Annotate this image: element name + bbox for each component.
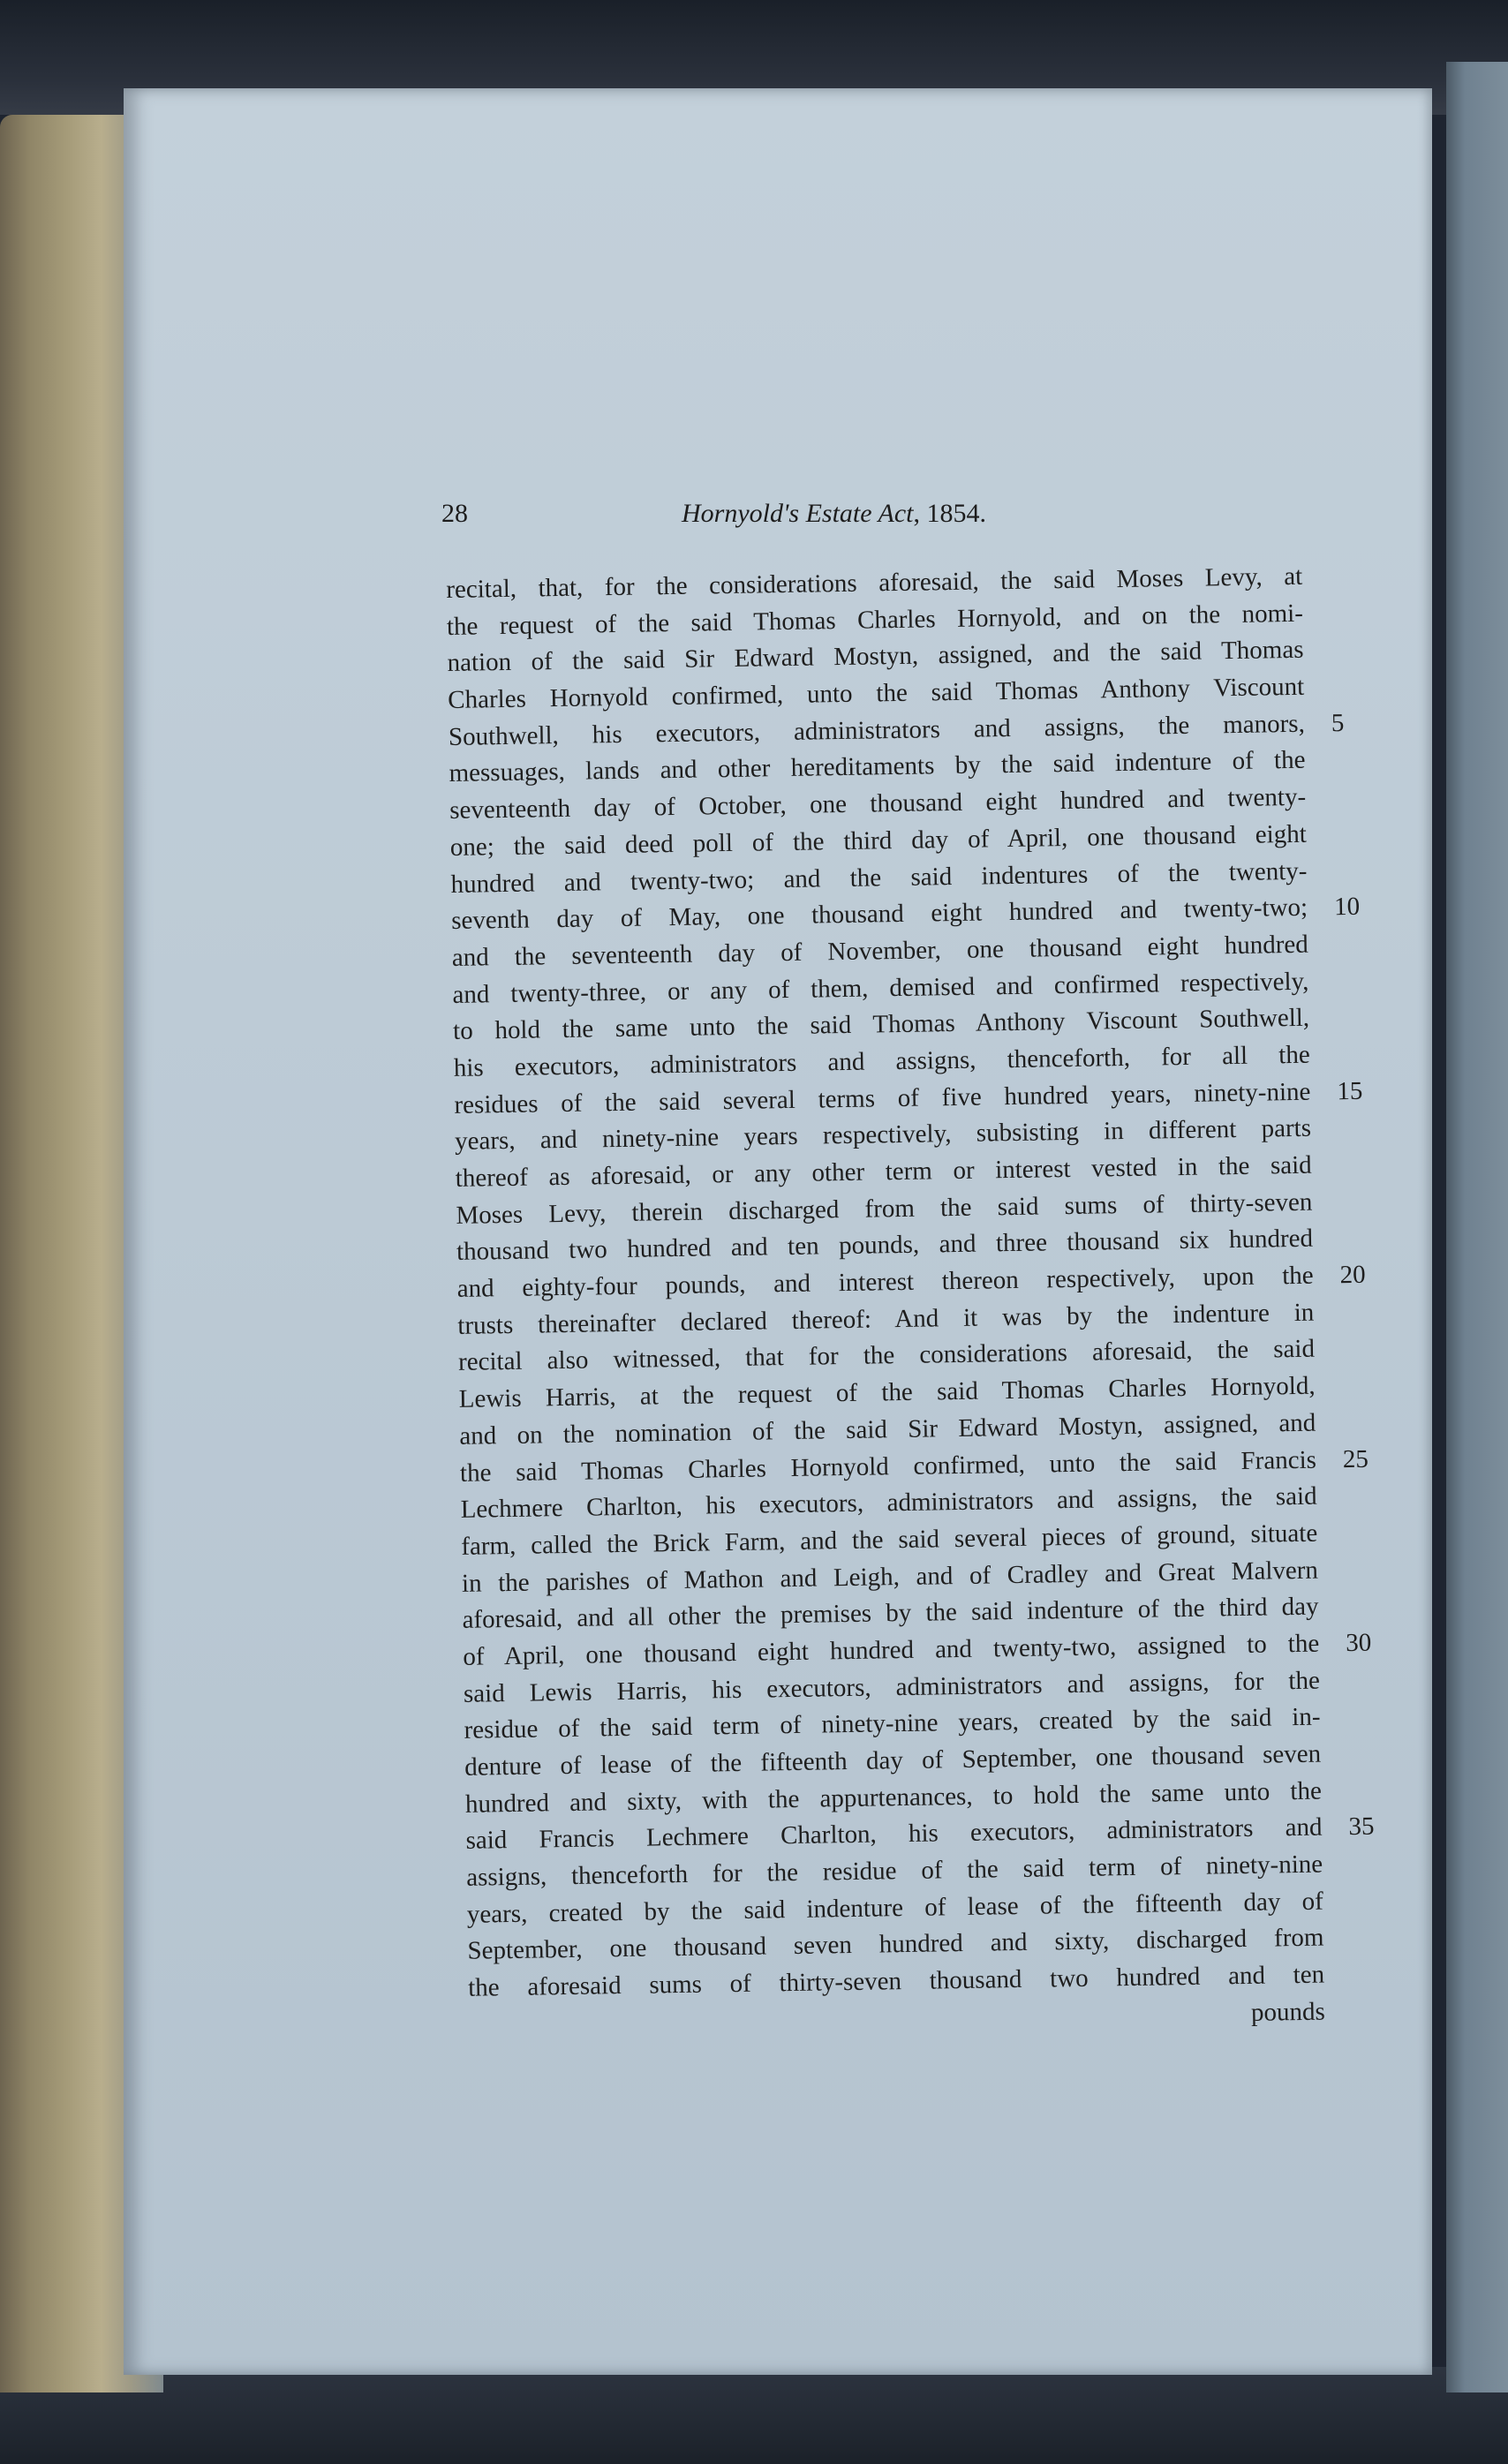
- running-title-italic: Hornyold's Estate Act: [682, 499, 914, 528]
- line-text: the request of the said Thomas Charles Hornyold, and on the nomi-: [446, 599, 1304, 641]
- line-text: seventeenth day of October, one thousand eight hundred and twenty-: [449, 782, 1307, 825]
- line-text: pounds: [1250, 1997, 1325, 2027]
- line-text: and the seventeenth day of November, one thousand eight hundred: [451, 930, 1308, 972]
- line-text: Lewis Harris, at the request of the said Thomas Charles Hornyold,: [458, 1371, 1316, 1414]
- line-number: 30: [1345, 1628, 1372, 1658]
- line-text: aforesaid, and all other the premises by the said indenture of the third day: [462, 1592, 1319, 1635]
- line-text: denture of lease of the fifteenth day of September, one thousand seven: [464, 1739, 1322, 1782]
- line-text: messuages, lands and other hereditaments by the said indenture of the: [449, 746, 1306, 788]
- line-number: 10: [1333, 892, 1361, 922]
- line-number: 35: [1348, 1812, 1375, 1842]
- line-text: assigns, thenceforth for the residue of the said term of ninety-nine: [465, 1850, 1323, 1892]
- line-number: 25: [1342, 1444, 1369, 1473]
- line-text: trusts thereinafter declared thereof: And it was by the indenture in: [457, 1298, 1315, 1340]
- line-text: hundred and sixty, with the appurtenances, to hold the same unto the: [464, 1776, 1323, 1819]
- line-text: years, created by the said indenture of lease of the fifteenth day of: [466, 1887, 1324, 1929]
- body-text: [446, 559, 1375, 2045]
- line-text: recital also witnessed, that for the considerations aforesaid, the said: [457, 1335, 1316, 1377]
- line-text: the said Thomas Charles Hornyold confirmed, unto the said Francis: [459, 1445, 1317, 1488]
- line-text: Southwell, his executors, administrators and assigns, the manors,: [448, 709, 1306, 751]
- line-text: Moses Levy, therein discharged from the said sums of thirty-seven: [456, 1187, 1313, 1230]
- line-text: and twenty-three, or any of them, demised and confirmed respectively,: [452, 967, 1309, 1009]
- line-text: seventh day of May, one thousand eight hundred and twenty-two;: [450, 893, 1308, 936]
- line-text: said Lewis Harris, his executors, administrators and assigns, for the: [463, 1666, 1321, 1708]
- line-text: and eighty-four pounds, and interest thereon respectively, upon the: [456, 1261, 1314, 1303]
- running-title-year: , 1854.: [913, 499, 986, 528]
- line-text: in the parishes of Mathon and Leigh, and of Cradley and Great Malvern: [461, 1556, 1319, 1598]
- line-text: residues of the said several terms of five hundred years, ninety-nine: [454, 1077, 1311, 1119]
- line-text: September, one thousand seven hundred and sixty, discharged from: [467, 1924, 1324, 1966]
- line-text: said Francis Lechmere Charlton, his executors, administrators and: [465, 1812, 1323, 1856]
- line-text: nation of the said Sir Edward Mostyn, assigned, and the said Thomas: [447, 636, 1304, 678]
- line-text: farm, called the Brick Farm, and the said several pieces of ground, situate: [461, 1518, 1318, 1561]
- running-title: [682, 499, 986, 529]
- line-text: the aforesaid sums of thirty-seven thousand two hundred and ten: [467, 1960, 1325, 2002]
- line-text: hundred and twenty-two; and the said indentures of the twenty-: [450, 856, 1308, 899]
- line-number: 5: [1331, 708, 1345, 738]
- line-text: of April, one thousand eight hundred and twenty-two, assigned to the: [463, 1629, 1320, 1671]
- line-text: and on the nomination of the said Sir Edward Mostyn, assigned, and: [459, 1408, 1316, 1451]
- book-cover-bottom: [0, 2367, 1508, 2464]
- line-number: 15: [1337, 1076, 1363, 1105]
- line-text: thousand two hundred and ten pounds, and three thousand six hundred: [456, 1224, 1314, 1267]
- adjacent-page-edge: [1446, 62, 1508, 2392]
- line-text: Charles Hornyold confirmed, unto the said Thomas Anthony Viscount: [448, 672, 1305, 715]
- line-text: one; the said deed poll of the third day of April, one thousand eight: [449, 819, 1308, 862]
- line-text: residue of the said term of ninety-nine years, created by the said in-: [464, 1702, 1321, 1745]
- line-text: Lechmere Charlton, his executors, administrators and assigns, the said: [460, 1481, 1317, 1525]
- line-number: 20: [1339, 1260, 1366, 1290]
- line-text: his executors, administrators and assigns, thenceforth, for all the: [453, 1040, 1310, 1082]
- line-text: years, and ninety-nine years respectively, subsisting in different parts: [454, 1113, 1312, 1157]
- line-text: recital, that, for the considerations aforesaid, the said Moses Levy, at: [446, 561, 1303, 604]
- running-header: [441, 499, 1059, 543]
- page-number: 28: [441, 499, 468, 528]
- line-text: to hold the same unto the said Thomas Anthony Viscount Southwell,: [452, 1003, 1310, 1046]
- line-text: thereof as aforesaid, or any other term or interest vested in the said: [455, 1150, 1312, 1193]
